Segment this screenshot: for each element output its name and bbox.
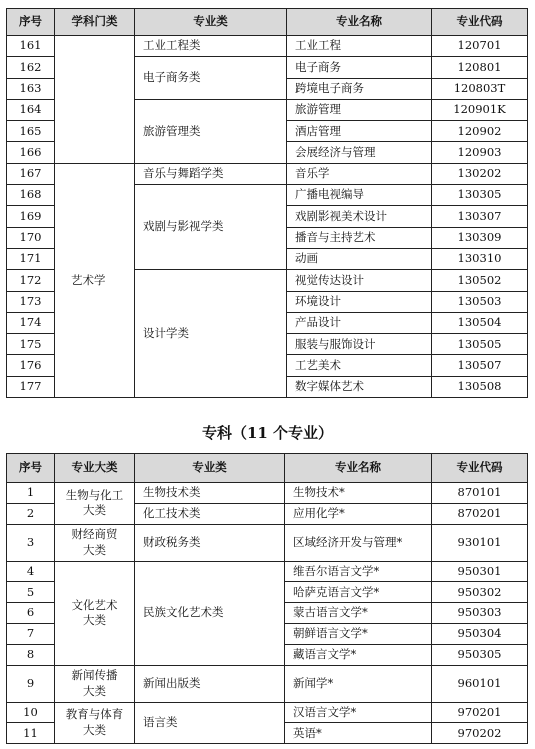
section-caption-zhuanke: 专科（11 个专业） bbox=[201, 424, 334, 442]
table-row bbox=[7, 561, 528, 582]
row-no: 7 bbox=[7, 623, 55, 644]
major-code: 950303 bbox=[432, 603, 528, 624]
header-discipline: 学科门类 bbox=[55, 9, 135, 36]
major-code: 960101 bbox=[432, 665, 528, 702]
category-cell: 新闻出版类 bbox=[135, 665, 285, 702]
row-no: 162 bbox=[7, 57, 55, 78]
major-name: 电子商务 bbox=[287, 57, 432, 78]
major-code: 130505 bbox=[432, 334, 528, 355]
category-cell: 工业工程类 bbox=[135, 36, 287, 57]
major-code: 120701 bbox=[432, 36, 528, 57]
category-cell: 化工技术类 bbox=[135, 503, 285, 524]
discipline-cell-blank bbox=[55, 36, 135, 164]
major-group-line: 大类 bbox=[83, 722, 106, 737]
major-code: 130307 bbox=[432, 206, 528, 227]
major-code: 970201 bbox=[432, 702, 528, 723]
major-group-cell bbox=[55, 483, 135, 525]
header-major-name: 专业名称 bbox=[285, 454, 432, 483]
row-no: 5 bbox=[7, 582, 55, 603]
major-name: 维吾尔语言文学* bbox=[285, 561, 432, 582]
major-code: 950302 bbox=[432, 582, 528, 603]
category-cell: 生物技术类 bbox=[135, 483, 285, 504]
discipline-cell: 艺术学 bbox=[55, 163, 135, 397]
major-code: 130504 bbox=[432, 312, 528, 333]
major-code: 950304 bbox=[432, 623, 528, 644]
row-no: 1 bbox=[7, 483, 55, 504]
major-code: 120903 bbox=[432, 142, 528, 163]
major-group-line: 大类 bbox=[83, 542, 106, 557]
major-code: 930101 bbox=[432, 524, 528, 561]
major-code: 970202 bbox=[432, 723, 528, 744]
row-no: 171 bbox=[7, 248, 55, 269]
row-no: 3 bbox=[7, 524, 55, 561]
major-name: 工艺美术 bbox=[287, 355, 432, 376]
row-no: 172 bbox=[7, 270, 55, 291]
major-name: 酒店管理 bbox=[287, 121, 432, 142]
category-cell: 旅游管理类 bbox=[135, 99, 287, 163]
major-name: 产品设计 bbox=[287, 312, 432, 333]
row-no: 2 bbox=[7, 503, 55, 524]
table-row bbox=[7, 36, 528, 57]
major-name: 哈萨克语言文学* bbox=[285, 582, 432, 603]
major-group-line: 生物与化工 bbox=[65, 487, 124, 502]
major-group-cell bbox=[55, 702, 135, 744]
major-name: 跨境电子商务 bbox=[287, 78, 432, 99]
major-group-cell bbox=[55, 665, 135, 702]
category-cell: 音乐与舞蹈学类 bbox=[135, 163, 287, 184]
major-name: 藏语言文学* bbox=[285, 644, 432, 665]
major-code: 120803T bbox=[432, 78, 528, 99]
row-no: 166 bbox=[7, 142, 55, 163]
header-major-code: 专业代码 bbox=[432, 454, 528, 483]
major-name: 工业工程 bbox=[287, 36, 432, 57]
table-row bbox=[7, 524, 528, 561]
major-name: 英语* bbox=[285, 723, 432, 744]
row-no: 167 bbox=[7, 163, 55, 184]
row-no: 165 bbox=[7, 121, 55, 142]
major-code: 950301 bbox=[432, 561, 528, 582]
major-code: 120901K bbox=[432, 99, 528, 120]
row-no: 10 bbox=[7, 702, 55, 723]
category-cell: 电子商务类 bbox=[135, 57, 287, 100]
major-name: 汉语言文学* bbox=[285, 702, 432, 723]
row-no: 11 bbox=[7, 723, 55, 744]
row-no: 174 bbox=[7, 312, 55, 333]
header-major-name: 专业名称 bbox=[287, 9, 432, 36]
major-code: 130310 bbox=[432, 248, 528, 269]
header-category: 专业类 bbox=[135, 454, 285, 483]
major-group-line: 教育与体育 bbox=[65, 707, 124, 722]
major-group-line: 大类 bbox=[83, 613, 106, 628]
major-code: 870101 bbox=[432, 483, 528, 504]
table-row bbox=[7, 665, 528, 702]
major-code: 130503 bbox=[432, 291, 528, 312]
major-code: 130502 bbox=[432, 270, 528, 291]
major-code: 130309 bbox=[432, 227, 528, 248]
header-no: 序号 bbox=[7, 454, 55, 483]
major-group-line: 大类 bbox=[83, 683, 106, 698]
header-no: 序号 bbox=[7, 9, 55, 36]
major-group-line: 财经商贸 bbox=[71, 527, 118, 542]
major-name: 服装与服饰设计 bbox=[287, 334, 432, 355]
row-no: 4 bbox=[7, 561, 55, 582]
category-cell: 财政税务类 bbox=[135, 524, 285, 561]
row-no: 173 bbox=[7, 291, 55, 312]
row-no: 168 bbox=[7, 185, 55, 206]
major-name: 动画 bbox=[287, 248, 432, 269]
major-group-line: 文化艺术 bbox=[71, 597, 118, 612]
major-code: 130507 bbox=[432, 355, 528, 376]
major-group-line: 大类 bbox=[83, 503, 106, 518]
major-name: 生物技术* bbox=[285, 483, 432, 504]
major-name: 戏剧影视美术设计 bbox=[287, 206, 432, 227]
row-no: 177 bbox=[7, 376, 55, 397]
table-header-row bbox=[7, 9, 528, 36]
row-no: 170 bbox=[7, 227, 55, 248]
row-no: 163 bbox=[7, 78, 55, 99]
row-no: 175 bbox=[7, 334, 55, 355]
category-cell: 民族文化艺术类 bbox=[135, 561, 285, 665]
row-no: 176 bbox=[7, 355, 55, 376]
major-name: 蒙古语言文学* bbox=[285, 603, 432, 624]
major-name: 音乐学 bbox=[287, 163, 432, 184]
row-no: 8 bbox=[7, 644, 55, 665]
major-name: 朝鲜语言文学* bbox=[285, 623, 432, 644]
major-name: 旅游管理 bbox=[287, 99, 432, 120]
major-code: 950305 bbox=[432, 644, 528, 665]
major-name: 环境设计 bbox=[287, 291, 432, 312]
header-major-code: 专业代码 bbox=[432, 9, 528, 36]
category-cell: 语言类 bbox=[135, 702, 285, 744]
major-code: 130305 bbox=[432, 185, 528, 206]
table-row bbox=[7, 702, 528, 723]
major-name: 数字媒体艺术 bbox=[287, 376, 432, 397]
category-cell: 戏剧与影视学类 bbox=[135, 185, 287, 270]
major-group-line: 新闻传播 bbox=[71, 668, 118, 683]
major-code: 130508 bbox=[432, 376, 528, 397]
category-cell: 设计学类 bbox=[135, 270, 287, 398]
major-code: 120801 bbox=[432, 57, 528, 78]
row-no: 169 bbox=[7, 206, 55, 227]
major-name: 广播电视编导 bbox=[287, 185, 432, 206]
undergraduate-majors-table bbox=[6, 8, 528, 398]
row-no: 6 bbox=[7, 603, 55, 624]
header-category: 专业类 bbox=[135, 9, 287, 36]
major-group-cell bbox=[55, 524, 135, 561]
major-name: 会展经济与管理 bbox=[287, 142, 432, 163]
table-row bbox=[7, 163, 528, 184]
major-code: 870201 bbox=[432, 503, 528, 524]
major-name: 应用化学* bbox=[285, 503, 432, 524]
major-name: 视觉传达设计 bbox=[287, 270, 432, 291]
major-code: 120902 bbox=[432, 121, 528, 142]
major-group-cell bbox=[55, 561, 135, 665]
table-row bbox=[7, 483, 528, 504]
junior-college-majors-table bbox=[6, 453, 528, 744]
major-name: 区域经济开发与管理* bbox=[285, 524, 432, 561]
row-no: 9 bbox=[7, 665, 55, 702]
row-no: 164 bbox=[7, 99, 55, 120]
major-name: 播音与主持艺术 bbox=[287, 227, 432, 248]
major-name: 新闻学* bbox=[285, 665, 432, 702]
row-no: 161 bbox=[7, 36, 55, 57]
major-code: 130202 bbox=[432, 163, 528, 184]
header-major-group: 专业大类 bbox=[55, 454, 135, 483]
table-header-row bbox=[7, 454, 528, 483]
